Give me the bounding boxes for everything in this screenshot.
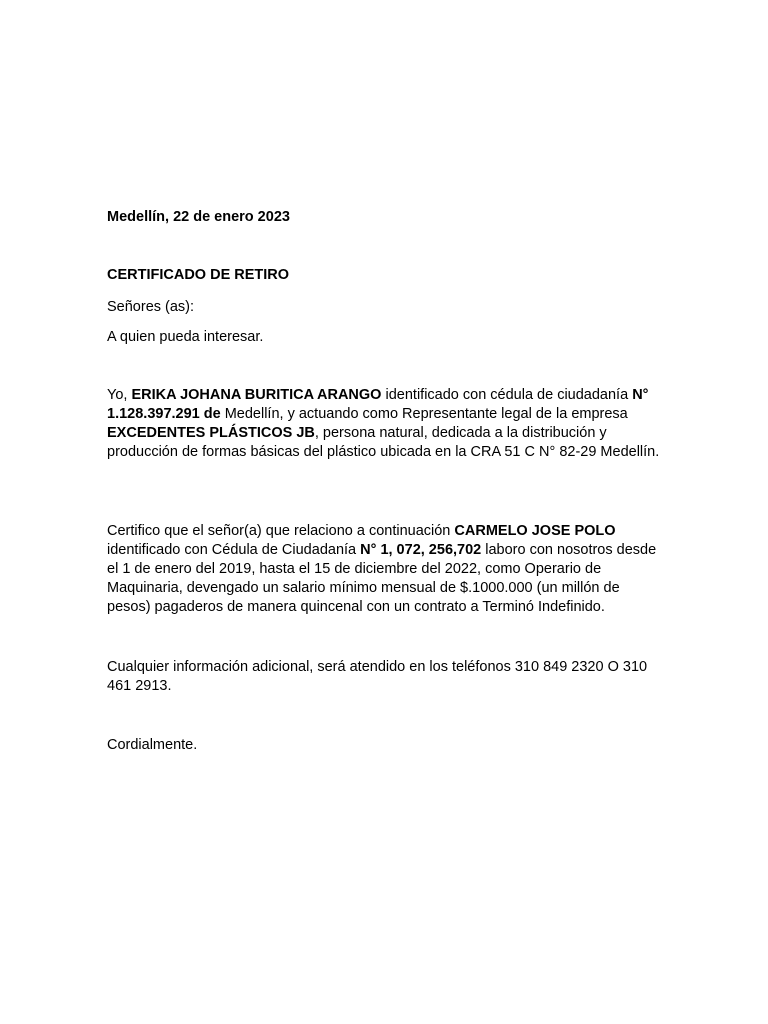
paragraph-certification: [107, 522, 667, 617]
employee-id: N° 1, 072, 256,702: [360, 542, 482, 558]
paragraph-text: identificado con Cédula de Ciudadanía: [107, 542, 361, 558]
paragraph-contact: Cualquier información adicional, será atendido en los teléfonos 310 849 2320 O 310 461 2913.: [107, 659, 648, 694]
representative-name: ERIKA JOHANA BURITICA ARANGO: [131, 387, 382, 403]
paragraph-representative: [107, 386, 667, 462]
paragraph-text: laboro con nosotros desde el 1 de enero del 2019, hasta el 15 de diciembre del 2022, como Operario de Maquinaria, devengado un salario mínimo mensual de $.1000.000 (un millón de pesos) pagaderos de manera quincenal con un contrato a Terminó Indefinido.: [107, 542, 657, 615]
letter-greeting: Señores (as):: [107, 299, 195, 315]
paragraph-text: identificado con cédula de ciudadanía: [381, 387, 633, 403]
letter-date: Medellín, 22 de enero 2023: [107, 209, 290, 225]
paragraph-text: Yo,: [107, 387, 132, 403]
company-name: EXCEDENTES PLÁSTICOS JB: [107, 425, 315, 441]
letter-closing: Cordialmente.: [107, 737, 198, 753]
paragraph-text: Certifico que el señor(a) que relaciono a continuación: [107, 523, 455, 539]
representative-id: N° 1.128.397.291 de: [107, 387, 649, 422]
letter-title: CERTIFICADO DE RETIRO: [107, 267, 290, 283]
paragraph-text: Medellín, y actuando como Representante legal de la empresa: [220, 406, 628, 422]
paragraph-text: , persona natural, dedicada a la distribución y producción de formas básicas del plástico ubicada en la CRA 51 C N° 82-29 Medellín.: [107, 425, 660, 460]
letter-addressee: A quien pueda interesar.: [107, 329, 264, 345]
employee-name: CARMELO JOSE POLO: [454, 523, 616, 539]
